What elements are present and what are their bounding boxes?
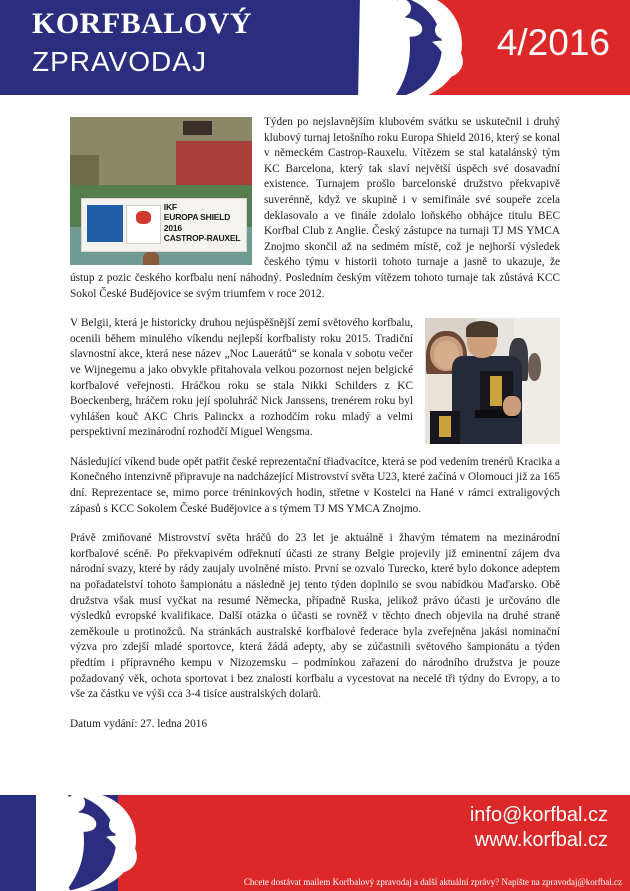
- document-body: [0, 95, 630, 795]
- korfball-player-logo-icon: [358, 0, 488, 95]
- banner-line-3: CASTROP-RAUXEL: [163, 233, 241, 244]
- article-content: [70, 115, 560, 732]
- ikf-logo-icon: [87, 205, 123, 242]
- korfball-player-logo-icon: [36, 795, 166, 891]
- footer-tagline: Chcete dostávat mailem Korfbalový zpravodaj a další aktuální zprávy? Napište na zpravodaj@korfbal.cz: [243, 877, 622, 887]
- banner-line-2: EUROPA SHIELD 2016: [163, 212, 231, 233]
- newsletter-title: [32, 9, 252, 76]
- title-sub: ZPRAVODAJ: [32, 46, 207, 77]
- page-footer: [0, 795, 630, 891]
- photo-banner-text: [164, 202, 246, 244]
- publication-date: Datum vydání: 27. ledna 2016: [70, 717, 208, 730]
- team-celebration-photo: [70, 117, 252, 265]
- footer-contact-links: [470, 803, 608, 853]
- paragraph-1: Týden po nejslavnějším klubovém svátku se uskutečnil i druhý klubový turnaj letošního roku Europa Shield 2016, který se konal v německém Castrop-Rauxelu. Vítězem se stal katalánský tým KC Barcelona, který tak slaví největší úspěch své dosavadní existence. Turnajem prošlo barcelonské družstvo překvapivě suverénně, když ve skupině i v semifinále své soupeře zcela deklasovalo a ve finále zdolalo loňského obhájce titulu BEC Korfbal Club z Anglie. Český zástupce na turnaji TJ MS YMCA Znojmo skončil až na sedmém místě, což je nejhorší výsledek českého týmu v historii tohoto turnaje a jasně to ukazuje, že ústup z pozic českého korfbalu není náhodný. Posledním českým vítězem tohoto turnaje tak zůstává KCC Sokol České Budějovice se svým triumfem v roce 2012.: [70, 116, 560, 300]
- award-winners-photo: [425, 318, 560, 444]
- footer-email-link[interactable]: info@korfbal.cz: [469, 804, 608, 826]
- masthead-header: [0, 0, 630, 95]
- banner-line-1: IKF: [163, 201, 177, 212]
- issue-number: 4/2016: [496, 22, 610, 63]
- photo-banner: [81, 198, 247, 252]
- paragraph-2: V Belgii, která je historicky druhou nejúspěšnější zemí světového korfbalu, ocenili během minulého víkendu nejlepší korfbalisty roku 2015. Tradiční slavnostní akce, která nese název „Noc Lauerátů“ se konala v sobotu večer ve Wijnegemu a jako obvykle přitahovala velkou pozornost nejen belgické korfbalové veřejnosti. Hráčkou roku se stala Nikki Schilders z KC Boeckenberg, hráčem roku její spoluhráč Nick Janssens, trenérem roku byl vyhlášen kouč AKC Chris Palinckx a rozhodčím roku mladý a velmi perspektivní mezinárodní rozhodčí Miguel Wengsma.: [70, 317, 413, 439]
- paragraph-4: Právě zmiňované Mistrovství světa hráčů do 23 let je aktuálně i žhavým tématem na mezinárodní korfbalové scéně. Po překvapivém odřeknutí účasti ze strany Belgie projevily již eminentní zájem dva národní svazy, které by rády zaujaly uvolněné místo. První se ozvalo Turecko, které bylo dokonce adeptem na pořadatelství tohoto šampionátu a následně jej tento týden doplnilo se svou nabídkou Maďarsko. Obě družstva však musí vyčkat na resumé Německa, případně Ruska, jelikož právo účasti je určováno dle výsledků evropské kvalifikace. Další otázka o účasti se rovněž v těchto dnech objevila na druhé straně zeměkoule u protinožců. Na stránkách australské korfbalové federace byla zveřejněna jakási nominační výzva pro zdejší mladé sportovce, která žádá adepty, aby se zúčastnili světového šampionátu a týden předtím i přípravného kempu v Nizozemsku – podmínkou zařazení do národního družstva je pouze požadovaný věk, ochota sportovat i bez znalosti korfbalu a vycestovat na necelé tři týdny do Evropy, a to vše za částku ve výši cca 3-4 tisíce australských dolarů.: [70, 532, 560, 701]
- title-main: KORFBALOVÝ: [32, 7, 253, 40]
- footer-website-link[interactable]: www.korfbal.cz: [474, 829, 608, 851]
- paragraph-3: Následující víkend bude opět patřit české reprezentační třiadvacítce, která se pod vedením trenérů Kracika a Konečného intenzivně připravuje na nadcházející Mistrovství světa U23, které začíná v Olomouci již za 165 dní. Reprezentace se, mimo porce tréninkových hodin, střetne v Kostelci na Hané v rámci extraligových zápasů s KCC Sokolem České Budějovice a s týmem TJ MS YMCA Znojmo.: [70, 455, 560, 515]
- event-logo-icon: [126, 205, 161, 244]
